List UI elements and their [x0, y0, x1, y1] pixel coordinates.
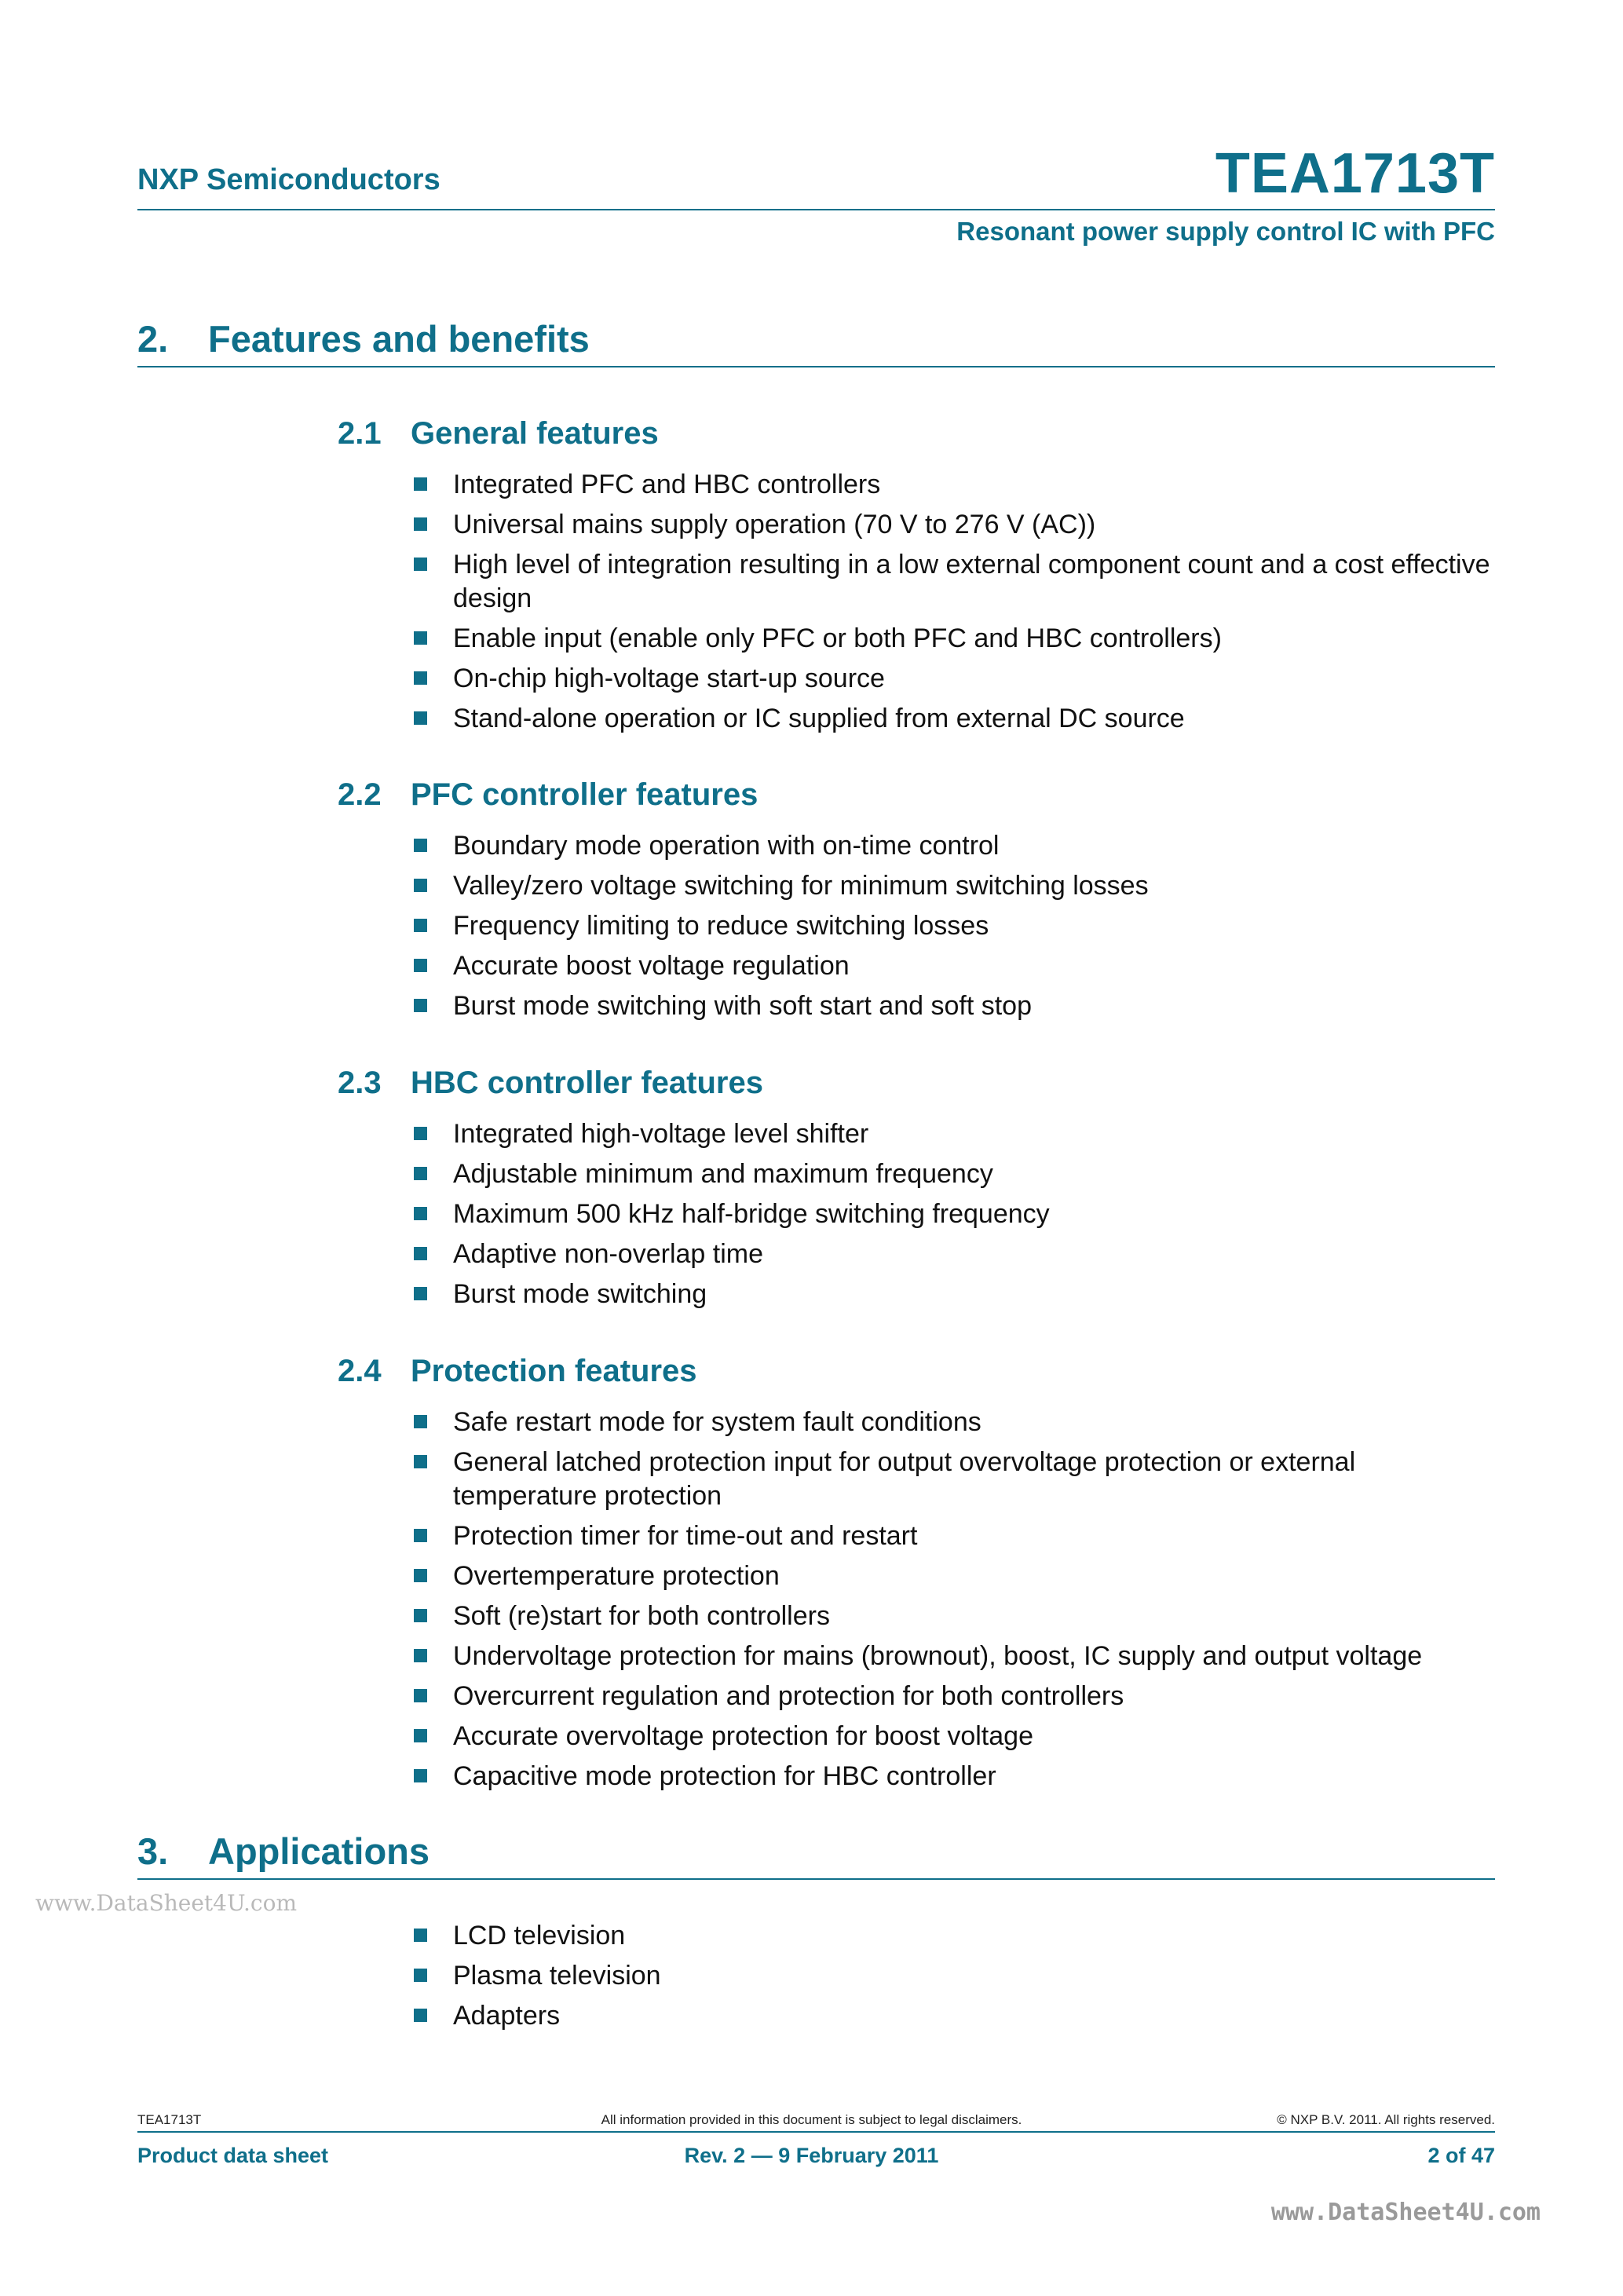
list-item: Overcurrent regulation and protection for both controllers — [412, 1680, 1496, 1713]
footer-divider — [137, 2131, 1495, 2133]
bullet-square-icon — [414, 1729, 427, 1742]
section-3-divider — [137, 1878, 1495, 1880]
bullet-square-icon — [414, 1455, 427, 1468]
applications-list — [412, 1919, 1496, 2039]
section-title: Applications — [208, 1830, 430, 1872]
list-item: Boundary mode operation with on-time control — [412, 829, 1496, 863]
list-item: Safe restart mode for system fault conditions — [412, 1406, 1496, 1439]
general-features-list — [412, 468, 1496, 742]
list-item: Undervoltage protection for mains (brownout), boost, IC supply and output voltage — [412, 1640, 1496, 1673]
list-item: High level of integration resulting in a low external component count and a cost effective design — [412, 548, 1496, 616]
list-item: On-chip high-voltage start-up source — [412, 662, 1496, 696]
bullet-square-icon — [414, 1127, 427, 1140]
subsection-title: HBC controller features — [411, 1066, 763, 1100]
subsection-2-1-heading — [338, 416, 1123, 455]
document-subtitle: Resonant power supply control IC with PFC — [956, 217, 1495, 246]
list-item: Soft (re)start for both controllers — [412, 1600, 1496, 1633]
bullet-square-icon — [414, 919, 427, 932]
list-item: Valley/zero voltage switching for minimum switching losses — [412, 869, 1496, 903]
list-item: General latched protection input for output overvoltage protection or external temperature protection — [412, 1446, 1496, 1513]
bullet-square-icon — [414, 2009, 427, 2022]
list-item: Accurate boost voltage regulation — [412, 949, 1496, 983]
subsection-number: 2.4 — [338, 1354, 382, 1388]
subsection-2-4-heading — [338, 1354, 1123, 1393]
footer-revision: Rev. 2 — 9 February 2011 — [684, 2144, 939, 2167]
bullet-square-icon — [414, 999, 427, 1012]
bullet-square-icon — [414, 671, 427, 685]
subsection-2-2-heading — [338, 777, 1123, 817]
list-item: Adaptive non-overlap time — [412, 1238, 1496, 1271]
bullet-square-icon — [414, 1415, 427, 1428]
section-number: 3. — [137, 1830, 169, 1872]
list-item: Universal mains supply operation (70 V to 276 V (AC)) — [412, 508, 1496, 542]
header-divider — [137, 209, 1495, 210]
list-item: Overtemperature protection — [412, 1559, 1496, 1593]
subsection-title: PFC controller features — [411, 777, 758, 812]
bullet-square-icon — [414, 1969, 427, 1982]
bullet-square-icon — [414, 839, 427, 852]
bullet-square-icon — [414, 1529, 427, 1542]
list-item: Plasma television — [412, 1959, 1496, 1993]
list-item: Burst mode switching — [412, 1278, 1496, 1311]
subsection-number: 2.3 — [338, 1066, 382, 1100]
bullet-square-icon — [414, 1609, 427, 1622]
subsection-number: 2.2 — [338, 777, 382, 812]
list-item: Integrated high-voltage level shifter — [412, 1117, 1496, 1151]
section-2-divider — [137, 366, 1495, 367]
list-item: Enable input (enable only PFC or both PFC and HBC controllers) — [412, 622, 1496, 656]
list-item: Adapters — [412, 1999, 1496, 2033]
protection-features-list — [412, 1406, 1496, 1800]
list-item: Adjustable minimum and maximum frequency — [412, 1157, 1496, 1191]
hbc-features-list — [412, 1117, 1496, 1318]
part-number: TEA1713T — [1215, 142, 1495, 205]
bullet-square-icon — [414, 517, 427, 531]
pfc-features-list — [412, 829, 1496, 1029]
bullet-square-icon — [414, 477, 427, 491]
section-title: Features and benefits — [208, 318, 590, 360]
bullet-square-icon — [414, 1569, 427, 1582]
bullet-square-icon — [414, 1689, 427, 1702]
list-item: Accurate overvoltage protection for boost voltage — [412, 1720, 1496, 1753]
bullet-square-icon — [414, 1287, 427, 1300]
list-item: Integrated PFC and HBC controllers — [412, 468, 1496, 502]
bullet-square-icon — [414, 1649, 427, 1662]
subsection-2-3-heading — [338, 1066, 1123, 1105]
list-item: Capacitive mode protection for HBC controller — [412, 1760, 1496, 1793]
subsection-title: Protection features — [411, 1354, 697, 1388]
section-2-heading — [137, 317, 1495, 364]
watermark-text: www.DataSheet4U.com — [1270, 2199, 1541, 2226]
footer-legal-notice: All information provided in this document is subject to legal disclaimers. — [601, 2112, 1022, 2127]
bullet-square-icon — [414, 711, 427, 725]
section-3-heading — [137, 1830, 1495, 1877]
bullet-square-icon — [414, 631, 427, 645]
list-item: LCD television — [412, 1919, 1496, 1953]
bullet-square-icon — [414, 959, 427, 972]
footer-copyright: © NXP B.V. 2011. All rights reserved. — [1277, 2112, 1495, 2127]
bullet-square-icon — [414, 558, 427, 571]
bullet-square-icon — [414, 1769, 427, 1782]
subsection-title: General features — [411, 416, 659, 451]
footer-doc-id: TEA1713T — [137, 2112, 202, 2127]
bullet-square-icon — [414, 1929, 427, 1942]
bullet-square-icon — [414, 1247, 427, 1260]
bullet-square-icon — [414, 1167, 427, 1180]
footer-page-number: 2 of 47 — [1427, 2144, 1495, 2167]
bullet-square-icon — [414, 879, 427, 892]
bullet-square-icon — [414, 1207, 427, 1220]
footer-doc-type: Product data sheet — [137, 2144, 329, 2167]
watermark-text: www.DataSheet4U.com — [35, 1890, 298, 1916]
list-item: Maximum 500 kHz half-bridge switching frequency — [412, 1197, 1496, 1231]
company-name: NXP Semiconductors — [137, 163, 440, 196]
list-item: Frequency limiting to reduce switching losses — [412, 909, 1496, 943]
list-item: Stand-alone operation or IC supplied from external DC source — [412, 702, 1496, 736]
list-item: Protection timer for time-out and restart — [412, 1519, 1496, 1553]
list-item: Burst mode switching with soft start and soft stop — [412, 989, 1496, 1023]
section-number: 2. — [137, 318, 169, 360]
subsection-number: 2.1 — [338, 416, 382, 451]
